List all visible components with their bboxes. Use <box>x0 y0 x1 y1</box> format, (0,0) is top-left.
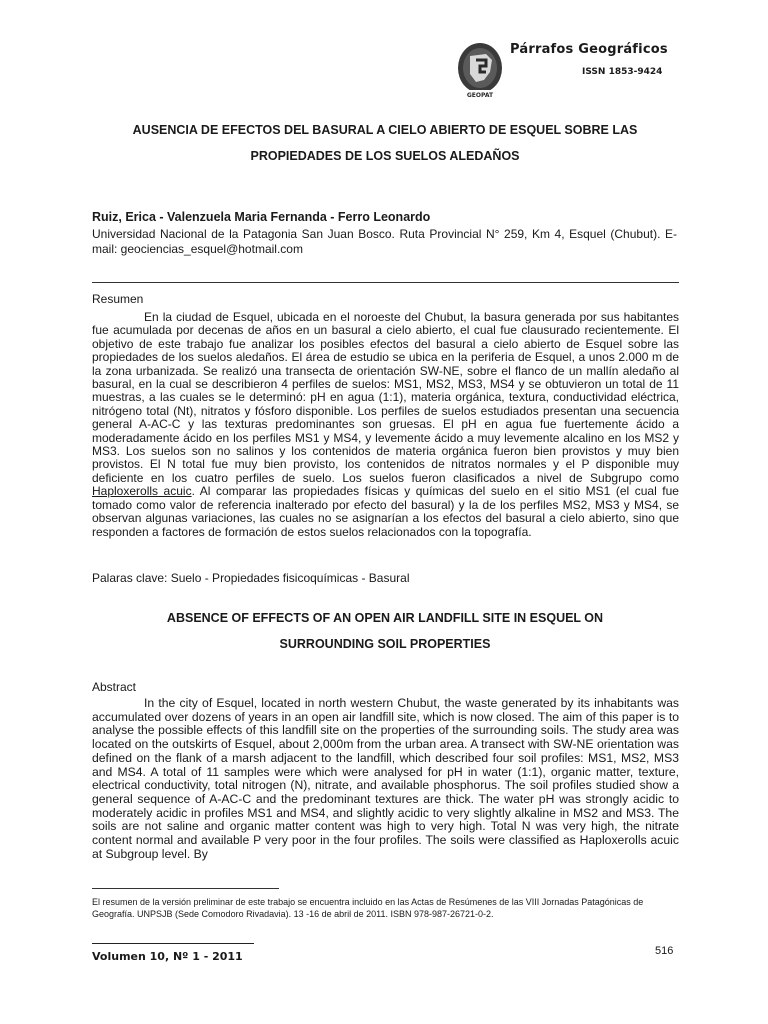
title-english-line1: ABSENCE OF EFFECTS OF AN OPEN AIR LANDFILL SITE IN ESQUEL ON <box>166 611 604 625</box>
title-english-line2: SURROUNDING SOIL PROPERTIES <box>279 637 491 651</box>
resumen-heading: Resumen <box>92 292 144 306</box>
page-number: 516 <box>655 945 674 957</box>
logo-text: GEOPAT <box>466 92 494 99</box>
abstract-text: In the city of Esquel, located in north western Chubut, the waste generated by its inhabitants was accumulated over dozens of years in an open air landfill site, which is now closed. The aim of this paper is to analyse the possible effects of this landfill site on the properties of the surrounding soils. The study area was located on the outskirts of Esquel, about 2,000m from the urban area. A transect with SW-NE orientation was defined on the flank of a marsh adjacent to the landfill, which described four soil profiles: MS1, MS2, MS3 and MS4. A total of 11 samples were which were analysed for pH in water (1:1), organic matter, texture, electrical conductivity, total nitrogen (N), nitrate, and available phosphorus. The soil profiles studied show a general sequence of A-AC-C and the predominant textures are thick. The water pH was strongly acidic to moderately acidic in profiles MS1 and MS4, and slightly acidic to very slightly alkaline in MS2 and MS3. The soils are not saline and organic matter content was high to very high. Total N was very high, the nitrate content normal and available P very poor in the four profiles. The soils were classified as Haploxerolls acuic at Subgroup level. By <box>92 696 679 861</box>
title-spanish-line1: AUSENCIA DE EFECTOS DEL BASURAL A CIELO ABIERTO DE ESQUEL SOBRE LAS <box>132 123 638 137</box>
title-english <box>70 605 700 657</box>
resumen-classification: Haploxerolls acuic <box>92 484 192 499</box>
affiliation: Universidad Nacional de la Patagonia San Juan Bosco. Ruta Provincial N° 259, Km 4, Esquel (Chubut). E-mail: geociencias_esquel@hotmail.com <box>92 227 677 256</box>
issn: ISSN 1853-9424 <box>582 67 663 77</box>
journal-logo-icon <box>456 42 504 100</box>
title-spanish <box>70 117 700 169</box>
abstract-heading: Abstract <box>92 680 137 694</box>
footnote: El resumen de la versión preliminar de este trabajo se encuentra incluido en las Actas de Resúmenes de las VIII Jornadas Patagónicas de Geografía. UNPSJB (Sede Comodoro Rivadavia). 13 -16 de abril de 2011. ISBN 978-987-26721-0-2. <box>92 897 644 919</box>
section-divider <box>92 282 679 283</box>
footer-divider <box>92 943 254 944</box>
authors: Ruiz, Erica - Valenzuela Maria Fernanda - Ferro Leonardo <box>92 210 431 224</box>
keywords: Palaras clave: Suelo - Propiedades fisicoquímicas - Basural <box>92 571 410 585</box>
abstract-body <box>92 697 679 861</box>
footnote-divider <box>92 888 279 889</box>
resumen-text-part1: En la ciudad de Esquel, ubicada en el noroeste del Chubut, la basura generada por sus habitantes fue acumulada por decenas de años en un basural a cielo abierto, el cual fue clausurado recientemente. El objetivo de este trabajo fue analizar los posibles efectos del basural a cielo abierto de Esquel sobre las propiedades de los suelos aledaños. El área de estudio se ubica en la periferia de Esquel, a unos 2.000 m de la zona urbanizada. Se realizó una transecta de orientación SW-NE, sobre el flanco de un mallín aledaño al basural, en la cual se describieron 4 perfiles de suelos: MS1, MS2, MS3, MS4 y se obtuvieron un total de 11 muestras, a las cuales se le determinó: pH en agua (1:1), materia orgánica, textura, conductividad eléctrica, nitrógeno total (Nt), nitratos y fósforo disponible. Los perfiles de suelos estudiados presentan una secuencia general A-AC-C y las texturas predominantes son gruesas. El pH en agua fue fuertemente ácido a moderadamente ácido en los perfiles MS1 y MS4, y levemente ácido a muy levemente alcalino en los MS2 y MS3. Los suelos son no salinos y los contenidos de materia orgánica fueron bien provistos y muy bien provistos. El N total fue muy bien provisto, los contenidos de nitratos normales y el P disponible muy deficiente en los cuatro perfiles de suelo. Los suelos fueron clasificados a nivel de Subgrupo como <box>92 310 679 485</box>
resumen-body <box>92 311 679 539</box>
resumen-text-part2: . Al comparar las propiedades físicas y químicas del suelo en el sitio MS1 (el cual fue tomado como valor de referencia inalterado por efecto del basural) y la de los perfiles MS2, MS3 y MS4, se observan algunas variaciones, las cuales no se asignarían a los efectos del basural a cielo abierto, sino que responden a factores de formación de estos suelos relacionados con la topografía. <box>92 484 679 539</box>
journal-name: Párrafos Geográficos <box>510 42 668 57</box>
volume-info: Volumen 10, Nº 1 - 2011 <box>92 950 243 963</box>
title-spanish-line2: PROPIEDADES DE LOS SUELOS ALEDAÑOS <box>250 149 520 163</box>
